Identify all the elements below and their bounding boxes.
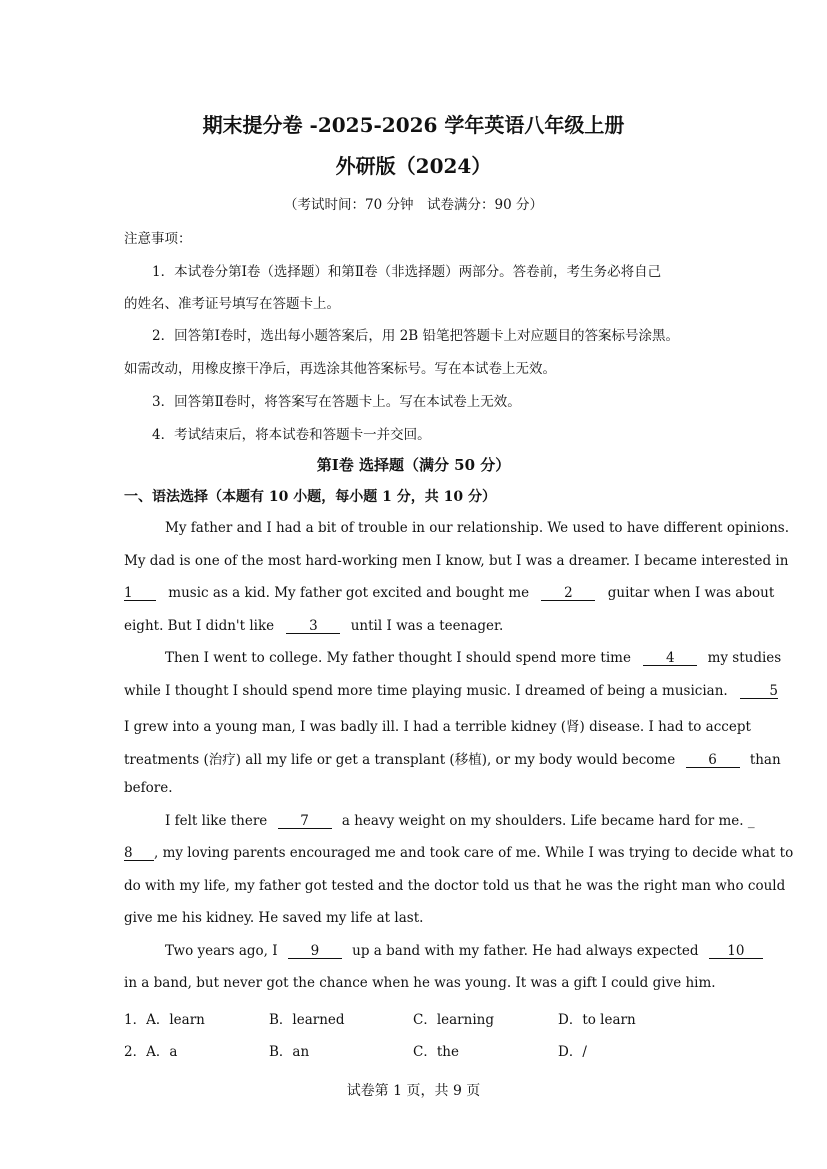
part-title: 一、语法选择（本题有 10 小题，每小题 1 分，共 10 分） bbox=[124, 489, 496, 505]
passage-p3-line1: I felt like there 7 a heavy weight on my shoulders. Life became hard for me. _ bbox=[165, 813, 755, 829]
notice-item-2a: 2．回答第Ⅰ卷时，选出每小题答案后，用 2B 铅笔把答题卡上对应题目的答案标号涂黑。 bbox=[152, 328, 680, 344]
passage-p3-line2: 8 , my loving parents encouraged me and took care of me. While I was trying to decide what to bbox=[124, 845, 794, 861]
passage-p3-line3: do with my life, my father got tested and the doctor told us that he was the right man who could bbox=[124, 878, 786, 894]
notice-item-1b: 的姓名、准考证号填写在答题卡上。 bbox=[124, 296, 340, 312]
exam-title: 期末提分卷 -2025-2026 学年英语八年级上册 bbox=[202, 113, 625, 137]
q1-option-d: D．to learn bbox=[558, 1012, 636, 1028]
blank-7: 7 bbox=[278, 814, 332, 829]
blank-8: 8 bbox=[124, 846, 154, 861]
section-title: 第Ⅰ卷 选择题（满分 50 分） bbox=[316, 456, 511, 474]
blank-3: 3 bbox=[286, 619, 340, 634]
exam-edition: 外研版（2024） bbox=[335, 154, 492, 178]
exam-info: （考试时间：70 分钟 试卷满分：90 分） bbox=[284, 197, 543, 213]
passage-p2-line5: before. bbox=[124, 780, 173, 796]
q1-option-a: A．learn bbox=[146, 1012, 205, 1028]
notice-item-3: 3．回答第Ⅱ卷时，将答案写在答题卡上。写在本试卷上无效。 bbox=[152, 394, 521, 410]
passage-p1-line1: My father and I had a bit of trouble in our relationship. We used to have different opinions. bbox=[165, 520, 790, 536]
passage-p4-line2: in a band, but never got the chance when he was young. It was a gift I could give him. bbox=[124, 975, 716, 991]
blank-1: 1 bbox=[124, 586, 156, 601]
q2-option-c: C．the bbox=[413, 1044, 459, 1060]
passage-p3-line4: give me his kidney. He saved my life at last. bbox=[124, 910, 424, 926]
q2-option-b: B．an bbox=[269, 1044, 310, 1060]
blank-6: 6 bbox=[686, 753, 740, 768]
passage-p2-line4: treatments (治疗) all my life or get a transplant (移植), or my body would become 6 than bbox=[124, 752, 781, 768]
passage-p2-line3: I grew into a young man, I was badly ill. I had a terrible kidney (肾) disease. I had to accept bbox=[124, 719, 751, 735]
notice-item-4: 4．考试结束后，将本试卷和答题卡一并交回。 bbox=[152, 427, 431, 443]
q1-option-b: B．learned bbox=[269, 1012, 345, 1028]
blank-2: 2 bbox=[541, 586, 595, 601]
page-footer: 试卷第 1 页，共 9 页 bbox=[346, 1083, 481, 1099]
notice-item-1a: 1．本试卷分第Ⅰ卷（选择题）和第Ⅱ卷（非选择题）两部分。答卷前，考生务必将自己 bbox=[152, 264, 662, 280]
notice-heading: 注意事项： bbox=[124, 231, 192, 247]
notice-item-2b: 如需改动，用橡皮擦干净后，再选涂其他答案标号。写在本试卷上无效。 bbox=[124, 361, 556, 377]
blank-10: 10 bbox=[709, 944, 763, 959]
question-1: 1．A．learn bbox=[124, 1012, 205, 1028]
q1-option-c: C．learning bbox=[413, 1012, 494, 1028]
passage-p1-line3: 1 music as a kid. My father got excited and bought me 2 guitar when I was about bbox=[124, 585, 775, 601]
passage-p2-line1: Then I went to college. My father thought I should spend more time 4 my studies bbox=[165, 650, 782, 666]
q2-option-d: D．/ bbox=[558, 1044, 587, 1060]
passage-p4-line1: Two years ago, I 9 up a band with my father. He had always expected 10 bbox=[165, 943, 763, 959]
q2-option-a: A．a bbox=[146, 1044, 178, 1060]
blank-9: 9 bbox=[288, 944, 342, 959]
passage-p2-line2: while I thought I should spend more time playing music. I dreamed of being a musician. 5 bbox=[124, 683, 779, 699]
blank-5: 5 bbox=[740, 684, 778, 699]
question-2: 2．A．a bbox=[124, 1044, 178, 1060]
passage-p1-line4: eight. But I didn't like 3 until I was a teenager. bbox=[124, 618, 504, 634]
blank-4: 4 bbox=[643, 651, 697, 666]
passage-p1-line2: My dad is one of the most hard-working men I know, but I was a dreamer. I became interested in bbox=[124, 553, 789, 569]
